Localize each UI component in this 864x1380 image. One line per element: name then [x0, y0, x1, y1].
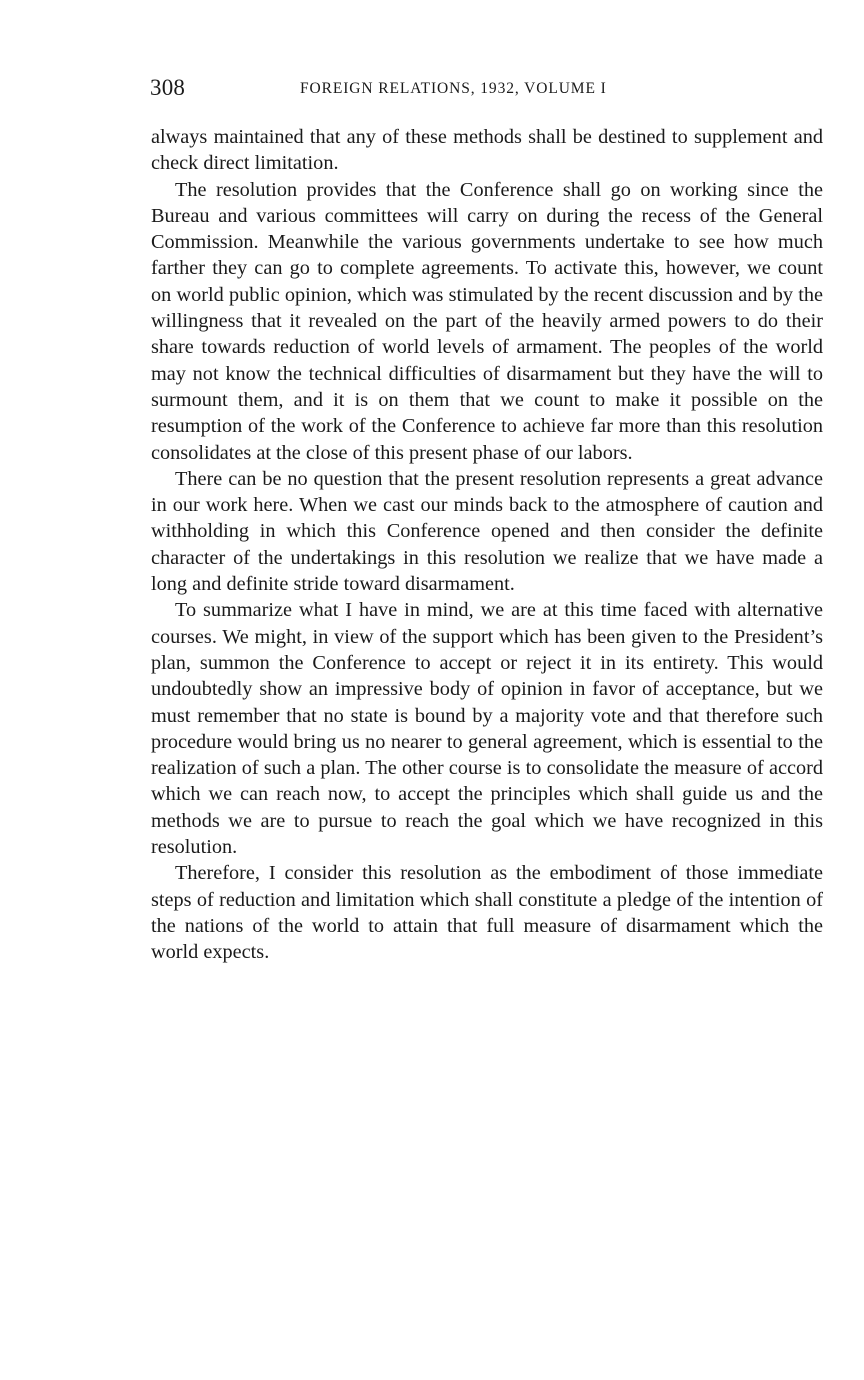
paragraph-resolution-working: The resolution provides that the Conference shall go on working since the Bureau and various committees will carry on during the recess of the General Commission. Meanwhile the various governments undertake to see how much farther they can go to complete agreements. To activate this, however, we count on world public opinion, which was stimulated by the recent discussion and by the willingness that it revealed on the part of the heavily armed powers to do their share towards reduction of world levels of armament. The peoples of the world may not know the technical difficulties of disarmament but they have the will to surmount them, and it is on them that we count to make it possible on the resumption of the work of the Conference to achieve far more than this resolution consolidates at the close of this present phase of our labors. [151, 178, 823, 464]
paragraph-summary: To summarize what I have in mind, we are at this time faced with alternative courses. We might, in view of the support which has been given to the President’s plan, summon the Conference to accept or reject it in its entirety. This would undoubtedly show an impressive body of opinion in favor of acceptance, but we must remember that no state is bound by a majority vote and that therefore such procedure would bring us no nearer to general agreement, which is essential to the realization of such a plan. The other course is to consolidate the measure of accord which we can reach now, to accept the principles which shall guide us and the methods we are to pursue to reach the goal which we have recognized in this resolution. [151, 599, 823, 859]
paragraph-conclusion: Therefore, I consider this resolution as the embodiment of those immediate steps of reduction and limitation which shall constitute a pledge of the intention of the nations of the world to attain that full measure of disarmament which the world expects. [151, 862, 823, 964]
running-title: FOREIGN RELATIONS, 1932, VOLUME I [300, 80, 607, 97]
page-number: 308 [150, 75, 186, 100]
paragraph-continued: always maintained that any of these methods shall be destined to supplement and check direct limitation. [151, 126, 823, 175]
body-text [151, 124, 823, 966]
paragraph-great-advance: There can be no question that the present resolution represents a great advance in our work here. When we cast our minds back to the atmosphere of caution and withholding in which this Conference opened and then consider the definite character of the undertakings in this resolution we realize that we have made a long and definite stride toward disarmament. [151, 467, 823, 596]
running-head [150, 74, 822, 102]
